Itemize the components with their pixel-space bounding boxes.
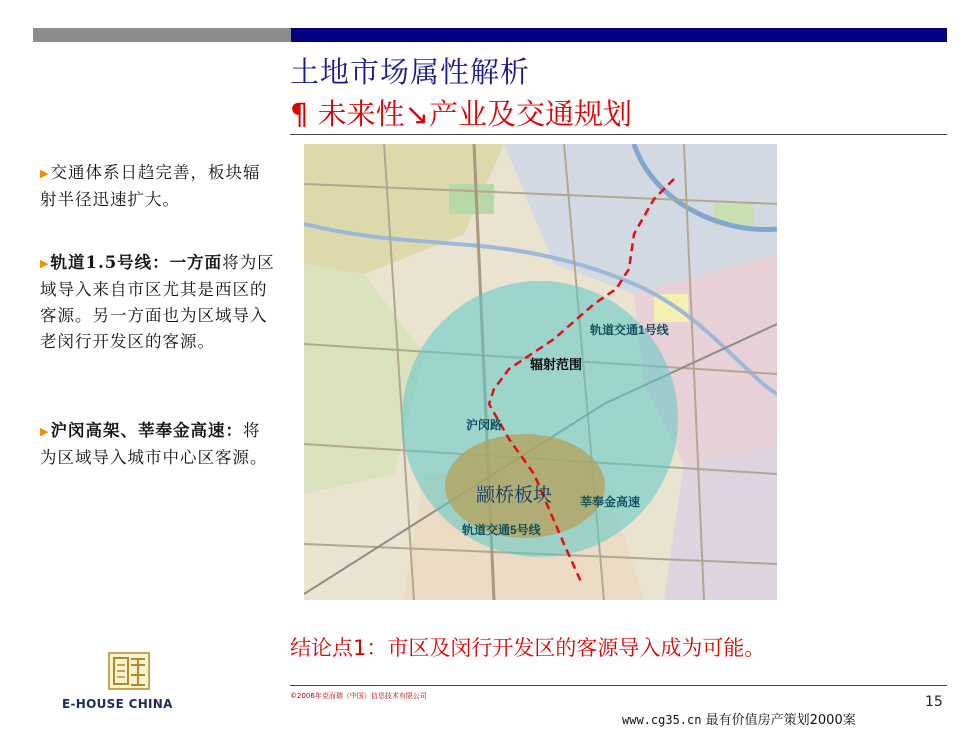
bullet-triangle-icon: ▶ — [40, 425, 50, 438]
bullet-lead: 沪闵高架、莘奉金高速： — [50, 421, 243, 440]
label-humin-road: 沪闵路 — [466, 418, 503, 432]
regional-map — [304, 144, 777, 600]
ehouse-logo-icon — [107, 651, 151, 691]
bullet-triangle-icon: ▶ — [40, 257, 50, 270]
map-park — [449, 184, 494, 214]
site-footer — [622, 709, 856, 728]
copyright-text: ©2006年克而瑞（中国）信息技术有限公司 — [290, 692, 427, 700]
bullet-transport — [40, 160, 276, 213]
header-bar-gray — [33, 28, 291, 42]
slide-title: 土地市场属性解析 — [290, 55, 531, 89]
title-divider — [290, 134, 947, 135]
bullet-triangle-icon: ▶ — [40, 167, 50, 180]
page-number: 15 — [925, 694, 943, 710]
label-radiation-range: 辐射范围 — [530, 357, 583, 372]
slide-subtitle: ¶ 未来性↘产业及交通规划 — [290, 97, 632, 131]
bullet-text: 交通体系日趋完善，板块辐射半径迅速扩大。 — [40, 163, 261, 209]
label-zhuanqiao-block: 颛桥板块 — [476, 485, 553, 506]
bullet-lead: 轨道1.5号线：一方面 — [50, 253, 223, 272]
company-logo-text: E-HOUSE CHINA — [62, 697, 173, 711]
bullet-text: 将为区域导入来自市区尤其是西区的客源。另一方面也为区域导入老闵行开发区的客源。 — [40, 253, 275, 351]
label-rail-line-5: 轨道交通5号线 — [462, 523, 541, 537]
site-slogan: 最有价值房产策划2000案 — [705, 713, 856, 728]
site-url[interactable]: www.cg35.cn — [622, 713, 702, 727]
conclusion-text: 结论点1：市区及闵行开发区的客源导入成为可能。 — [290, 636, 766, 660]
label-expressway: 莘奉金高速 — [580, 495, 641, 509]
bullet-expressway — [40, 418, 276, 471]
header-bar-navy — [291, 28, 947, 42]
bullet-text: 将为区域导入城市中心区客源。 — [40, 421, 268, 467]
label-rail-line-1: 轨道交通1号线 — [590, 323, 669, 337]
bullet-rail-line — [40, 250, 276, 355]
footer-divider — [290, 685, 947, 686]
